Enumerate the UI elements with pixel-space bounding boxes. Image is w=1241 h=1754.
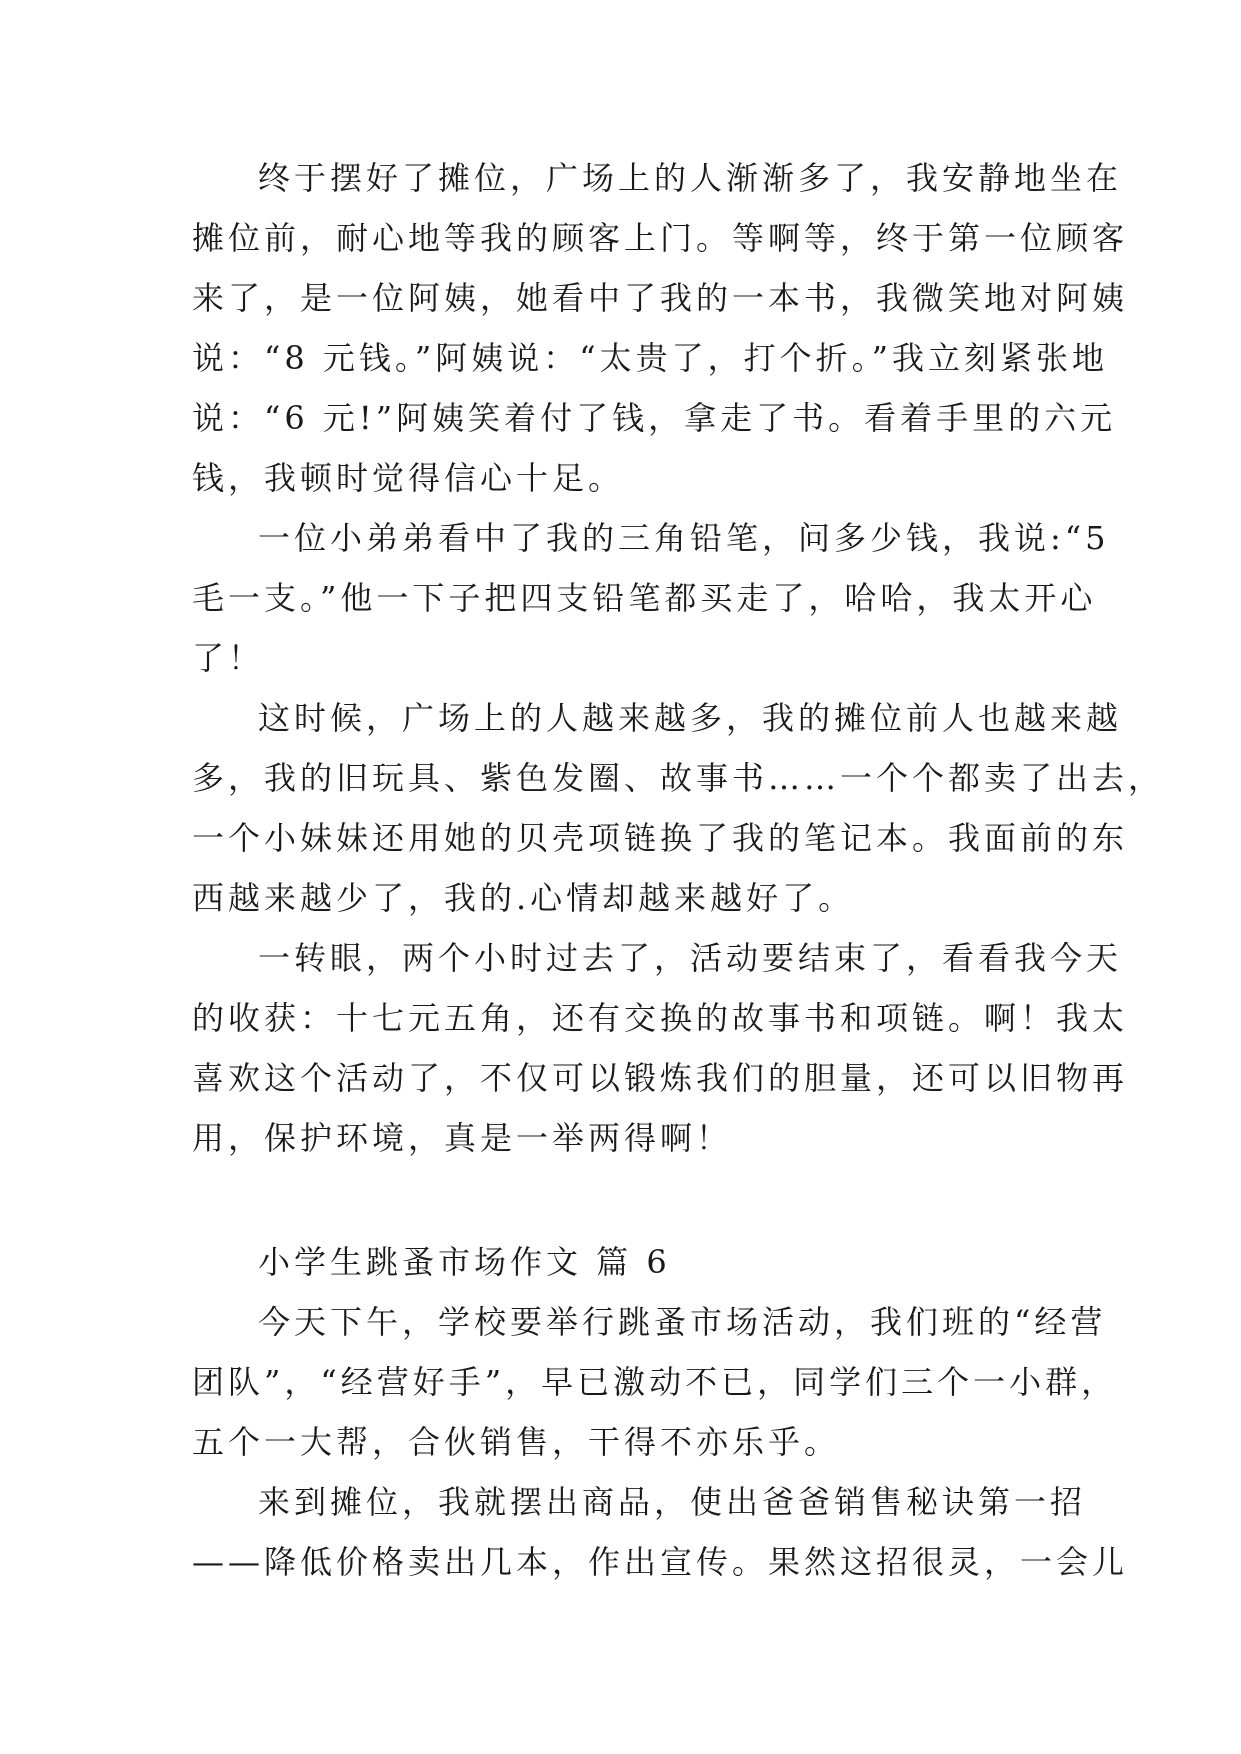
text-line: 摊位前，耐心地等我的顾客上门。等啊等，终于第一位顾客 <box>192 219 1129 257</box>
document-page <box>192 148 1165 1592</box>
text-line: 五个一大帮，合伙销售，干得不亦乐乎。 <box>192 1423 841 1461</box>
section-heading: 小学生跳蚤市场作文 篇 6 <box>258 1243 671 1281</box>
text-line: 喜欢这个活动了，不仅可以锻炼我们的胆量，还可以旧物再 <box>192 1059 1129 1097</box>
paragraph-6 <box>192 1472 1129 1592</box>
text-line: 的收获：十七元五角，还有交换的故事书和项链。啊！我太 <box>192 999 1129 1037</box>
text-line: 毛一支。”他一下子把四支铅笔都买走了，哈哈，我太开心 <box>192 579 1097 617</box>
paragraph-3 <box>192 688 1165 928</box>
text-line: 一位小弟弟看中了我的三角铅笔，问多少钱，我说:“5 <box>258 519 1110 557</box>
paragraph-4 <box>192 928 1129 1168</box>
text-line: 西越来越少了，我的.心情却越来越好了。 <box>192 879 855 917</box>
text-line: 团队”，“经营好手”，早已激动不已，同学们三个一小群， <box>192 1363 1118 1401</box>
text-line: 这时候，广场上的人越来越多，我的摊位前人也越来越 <box>258 699 1123 737</box>
paragraph-1 <box>192 148 1129 508</box>
text-line: 说：“8 元钱。”阿姨说：“太贵了，打个折。”我立刻紧张地 <box>192 339 1108 377</box>
text-line: 用，保护环境，真是一举两得啊！ <box>192 1119 733 1157</box>
text-line: 今天下午，学校要举行跳蚤市场活动，我们班的“经营 <box>258 1303 1107 1341</box>
text-line: 来到摊位，我就摆出商品，使出爸爸销售秘诀第一招 <box>258 1483 1087 1521</box>
text-line: 终于摆好了摊位，广场上的人渐渐多了，我安静地坐在 <box>258 159 1123 197</box>
text-line: 多，我的旧玩具、紫色发圈、故事书……一个个都卖了出去， <box>192 759 1165 797</box>
text-line: 一转眼，两个小时过去了，活动要结束了，看看我今天 <box>258 939 1123 977</box>
text-line: 来了，是一位阿姨，她看中了我的一本书，我微笑地对阿姨 <box>192 279 1129 317</box>
paragraph-2 <box>192 508 1110 688</box>
text-line: 一个小妹妹还用她的贝壳项链换了我的笔记本。我面前的东 <box>192 819 1129 857</box>
text-line: 钱，我顿时觉得信心十足。 <box>192 459 625 497</box>
text-line: 说：“6 元!”阿姨笑着付了钱，拿走了书。看着手里的六元 <box>192 399 1117 437</box>
paragraph-5 <box>192 1292 1118 1472</box>
text-line: 了！ <box>192 639 265 677</box>
section-spacer <box>192 1168 1052 1228</box>
text-line: ——降低价格卖出几本，作出宣传。果然这招很灵，一会儿 <box>192 1543 1129 1581</box>
